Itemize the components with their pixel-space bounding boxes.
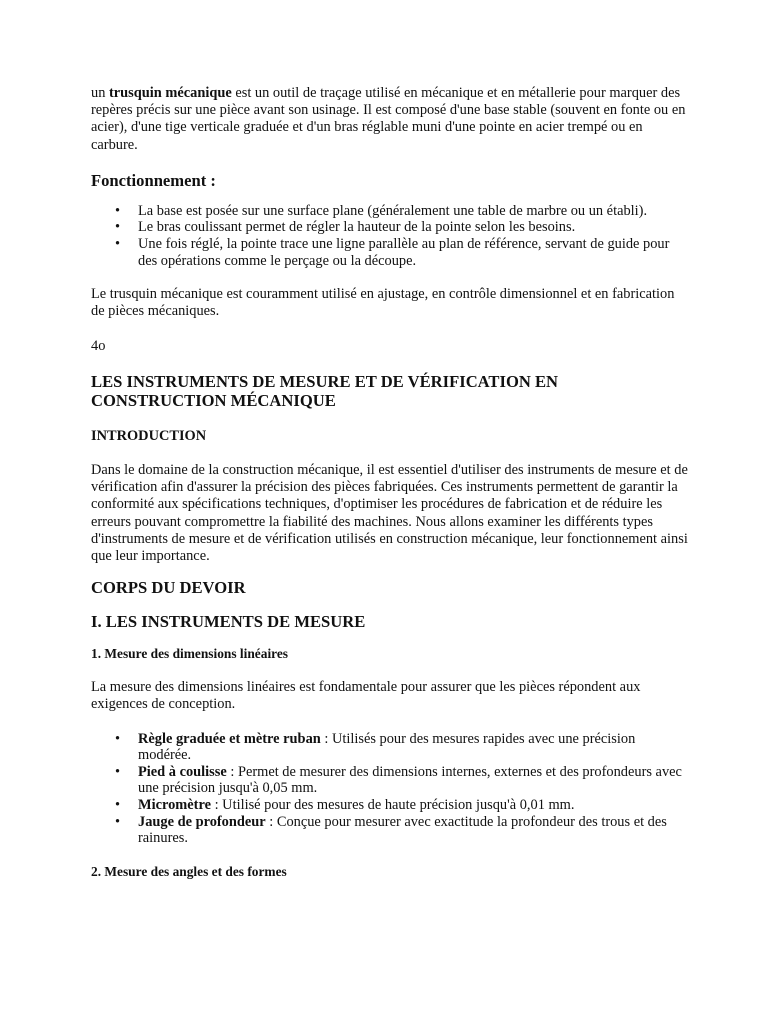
main-title: LES INSTRUMENTS DE MESURE ET DE VÉRIFICATION EN CONSTRUCTION MÉCANIQUE	[91, 371, 559, 411]
list-item	[138, 797, 691, 814]
item-term: Micromètre	[138, 796, 211, 813]
list-item	[138, 814, 691, 847]
item-desc: : Utilisés pour des mesures rapides avec une précision modérée.	[138, 730, 636, 764]
fonctionnement-heading: Fonctionnement :	[91, 170, 216, 190]
intro-prefix: un	[91, 85, 109, 101]
intro-bold-term: trusquin mécanique	[109, 85, 232, 101]
introduction-heading: INTRODUCTION	[91, 427, 207, 444]
corps-heading: CORPS DU DEVOIR	[91, 578, 246, 598]
list-item: • La base est posée sur une surface plane (généralement une table de marbre ou un établi).	[138, 203, 691, 220]
usage-paragraph: Le trusquin mécanique est couramment utilisé en ajustage, en contrôle dimensionnel et en fabrication de pièces mécaniques.	[91, 286, 675, 320]
intro-rest: est un outil de traçage utilisé en mécanique et en métallerie pour marquer des repères précis sur une pièce avant son usinage. Il est composé d'une base stable (souvent en fonte ou en acier), d'une tige verticale graduée et d'un bras réglable muni d'une pointe en acier trempé ou en carbure.	[91, 85, 686, 153]
item-term: Jauge de profondeur	[138, 813, 266, 830]
section-instruments-heading: I. LES INSTRUMENTS DE MESURE	[91, 612, 366, 632]
instruments-list	[91, 731, 691, 847]
intro-paragraph	[91, 85, 691, 154]
introduction-paragraph: Dans le domaine de la construction mécanique, il est essentiel d'utiliser des instruments de mesure et de vérification afin d'assurer la précision des pièces fabriquées. Ces instruments permettent de garantir la conformité aux spécifications techniques, d'optimiser les procédures de fabrication et de réduire les erreurs pouvant compromettre la fiabilité des machines. Nous allons examiner les différents types d'instruments de mesure et de vérification utilisés en construction mécanique, leur fonctionnement ainsi que leur importance.	[91, 461, 688, 564]
list-item: • Le bras coulissant permet de régler la hauteur de la pointe selon les besoins.	[138, 219, 691, 236]
item-term: Pied à coulisse	[138, 763, 227, 780]
lineaires-paragraph: La mesure des dimensions linéaires est fondamentale pour assurer que les pièces répondent aux exigences de conception.	[91, 679, 641, 713]
item-desc: : Permet de mesurer des dimensions internes, externes et des profondeurs avec une précision jusqu'à 0,05 mm.	[138, 763, 682, 797]
list-item: • Une fois réglé, la pointe trace une ligne parallèle au plan de référence, servant de guide pour des opérations comme le perçage ou la découpe.	[138, 236, 691, 269]
document-page	[91, 85, 691, 897]
item-term: Règle graduée et mètre ruban	[138, 730, 321, 747]
item-desc: : Conçue pour mesurer avec exactitude la profondeur des trous et des rainures.	[138, 813, 667, 847]
item-desc: : Utilisé pour des mesures de haute précision jusqu'à 0,01 mm.	[210, 796, 575, 813]
list-item	[138, 764, 691, 797]
subsection-angles-heading: 2. Mesure des angles et des formes	[91, 863, 287, 879]
page-marker: 4o	[91, 337, 106, 354]
list-item	[138, 731, 691, 764]
subsection-lineaires-heading: 1. Mesure des dimensions linéaires	[91, 646, 289, 662]
fonctionnement-list	[91, 203, 691, 269]
